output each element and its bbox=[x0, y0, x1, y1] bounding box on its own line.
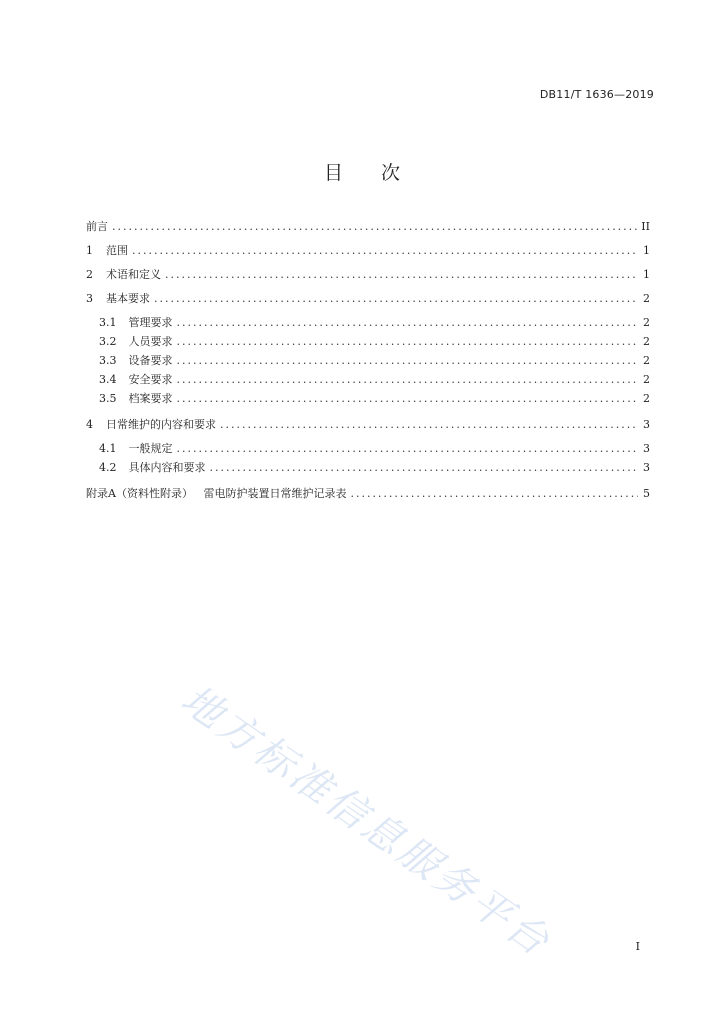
toc-leader bbox=[177, 354, 639, 368]
toc-title bbox=[0, 158, 724, 185]
toc-entry-4-1[interactable] bbox=[86, 442, 650, 461]
toc-entry-label: 设备要求 bbox=[128, 354, 173, 367]
toc-leader bbox=[177, 442, 639, 456]
table-of-contents bbox=[86, 220, 650, 511]
toc-entry-appendix-a[interactable] bbox=[86, 487, 650, 511]
toc-entry-label: 基本要求 bbox=[106, 292, 150, 305]
toc-entry-page: 3 bbox=[643, 461, 650, 474]
toc-entry-3[interactable] bbox=[86, 292, 650, 316]
toc-leader bbox=[177, 316, 639, 330]
toc-entry-label: 具体内容和要求 bbox=[128, 461, 206, 474]
toc-leader bbox=[210, 461, 639, 475]
toc-entry-number: 3.1 bbox=[99, 316, 117, 329]
toc-entry-page: 1 bbox=[643, 244, 650, 257]
toc-entry-3-3[interactable] bbox=[86, 354, 650, 373]
toc-entry-page: 3 bbox=[643, 442, 650, 455]
toc-leader bbox=[165, 268, 638, 282]
toc-leader bbox=[350, 487, 638, 501]
toc-entry-label: 一般规定 bbox=[128, 442, 173, 455]
toc-entry-label: 档案要求 bbox=[128, 392, 173, 405]
toc-entry-number: 3 bbox=[86, 292, 93, 305]
toc-entry-label: （资料性附录） 雷电防护装置日常维护记录表 bbox=[115, 487, 347, 500]
toc-title-part2: 次 bbox=[381, 162, 401, 184]
toc-entry-number: 4.2 bbox=[99, 461, 117, 474]
toc-entry-label: 术语和定义 bbox=[106, 268, 161, 281]
toc-leader bbox=[132, 244, 638, 258]
toc-entry-label: 管理要求 bbox=[128, 316, 173, 329]
toc-entry-page: 2 bbox=[643, 335, 650, 348]
toc-entry-2[interactable] bbox=[86, 268, 650, 292]
toc-entry-3-1[interactable] bbox=[86, 316, 650, 335]
toc-entry-number: 3.2 bbox=[99, 335, 117, 348]
toc-leader bbox=[112, 220, 637, 234]
toc-leader bbox=[177, 335, 639, 349]
toc-entry-label: 范围 bbox=[106, 244, 128, 257]
watermark: 地方标准信息服务平台 bbox=[172, 676, 560, 967]
toc-leader bbox=[177, 373, 639, 387]
toc-entry-foreword[interactable] bbox=[86, 220, 650, 244]
toc-entry-page: 2 bbox=[643, 373, 650, 386]
toc-entry-number: 1 bbox=[86, 244, 93, 257]
toc-entry-number: 附录A bbox=[86, 487, 116, 500]
toc-entry-4[interactable] bbox=[86, 418, 650, 442]
toc-entry-label: 日常维护的内容和要求 bbox=[106, 418, 216, 431]
toc-leader bbox=[177, 392, 639, 406]
toc-entry-page: 1 bbox=[643, 268, 650, 281]
toc-entry-page: 2 bbox=[643, 316, 650, 329]
toc-entry-number: 3.5 bbox=[99, 392, 117, 405]
toc-leader bbox=[154, 292, 638, 306]
toc-entry-label: 人员要求 bbox=[128, 335, 173, 348]
document-code: DB11/T 1636—2019 bbox=[539, 88, 654, 101]
toc-title-part1: 目 bbox=[323, 162, 343, 184]
toc-entry-3-5[interactable] bbox=[86, 392, 650, 418]
toc-entry-3-2[interactable] bbox=[86, 335, 650, 354]
toc-entry-number: 2 bbox=[86, 268, 93, 281]
page-number: I bbox=[635, 940, 640, 953]
toc-entry-number: 3.3 bbox=[99, 354, 117, 367]
toc-leader bbox=[220, 418, 638, 432]
toc-entry-1[interactable] bbox=[86, 244, 650, 268]
toc-entry-page: 2 bbox=[643, 392, 650, 405]
toc-entry-page: II bbox=[641, 220, 650, 233]
toc-entry-page: 3 bbox=[643, 418, 650, 431]
toc-entry-page: 2 bbox=[643, 292, 650, 305]
toc-entry-number: 3.4 bbox=[99, 373, 117, 386]
toc-entry-label: 安全要求 bbox=[128, 373, 173, 386]
toc-entry-page: 2 bbox=[643, 354, 650, 367]
toc-entry-number: 4.1 bbox=[99, 442, 117, 455]
toc-entry-4-2[interactable] bbox=[86, 461, 650, 487]
toc-entry-label: 前言 bbox=[86, 220, 108, 233]
toc-entry-page: 5 bbox=[643, 487, 650, 500]
toc-entry-number: 4 bbox=[86, 418, 93, 431]
toc-entry-3-4[interactable] bbox=[86, 373, 650, 392]
